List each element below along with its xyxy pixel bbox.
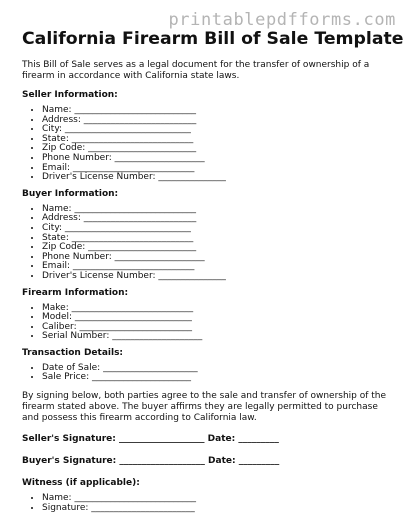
firearm-field-list (22, 304, 392, 342)
intro-paragraph: This Bill of Sale serves as a legal document for the transfer of ownership of a firearm in accordance with California state laws. (22, 60, 370, 81)
seller-email-field: • Email: ___________________________ (42, 164, 392, 174)
buyer-name-field: • Name: ___________________________ (42, 205, 392, 215)
firearm-caliber-field: • Caliber: _________________________ (42, 323, 392, 333)
transaction-field-list (22, 364, 392, 383)
buyer-field-list (22, 205, 392, 282)
agreement-paragraph: By signing below, both parties agree to the sale and transfer of ownership of the firearm stated above. The buyer affirms they are legally permitted to purchase and possess this firearm according to California law. (22, 391, 387, 423)
transaction-section (22, 348, 392, 383)
document-page (22, 29, 404, 514)
buyer-signature-line: Buyer's Signature: ___________________ Date: _________ (22, 456, 280, 467)
transaction-heading: Transaction Details: (22, 347, 124, 358)
sale-date-field: • Date of Sale: _____________________ (42, 364, 392, 374)
seller-heading: Seller Information: (22, 90, 118, 100)
witness-name-field: • Name: ___________________________ (42, 494, 392, 504)
watermark: printablepdfforms.com (168, 10, 396, 30)
firearm-make-field: • Make: ___________________________ (42, 304, 392, 314)
seller-signature-line: Seller's Signature: ___________________ Date: _________ (22, 434, 279, 445)
witness-section (22, 478, 392, 513)
seller-field-list (22, 106, 392, 183)
buyer-address-field: • Address: _________________________ (42, 214, 392, 224)
buyer-email-field: • Email: ___________________________ (42, 262, 392, 272)
seller-phone-field: • Phone Number: ____________________ (42, 154, 392, 164)
firearm-section (22, 288, 392, 342)
seller-name-field: • Name: ___________________________ (42, 106, 392, 116)
document-title: California Firearm Bill of Sale Template (22, 29, 404, 49)
firearm-serial-field: • Serial Number: ____________________ (42, 332, 392, 342)
seller-license-field: • Driver's License Number: _______________ (42, 173, 392, 183)
firearm-heading: Firearm Information: (22, 287, 129, 298)
witness-signature-field: • Signature: _______________________ (42, 504, 392, 514)
buyer-section (22, 189, 392, 282)
buyer-state-field: • State: ___________________________ (42, 234, 392, 244)
witness-heading: Witness (if applicable): (22, 478, 140, 489)
witness-field-list (22, 494, 392, 513)
buyer-heading: Buyer Information: (22, 188, 119, 199)
seller-city-field: • City: ____________________________ (42, 125, 392, 135)
buyer-phone-field: • Phone Number: ____________________ (42, 253, 392, 263)
seller-section (22, 90, 392, 183)
buyer-zip-field: • Zip Code: ________________________ (42, 243, 392, 253)
sale-price-field: • Sale Price: ______________________ (42, 373, 392, 383)
seller-state-field: • State: ___________________________ (42, 135, 392, 145)
buyer-city-field: • City: ____________________________ (42, 224, 392, 234)
firearm-model-field: • Model: __________________________ (42, 313, 392, 323)
buyer-license-field: • Driver's License Number: _______________ (42, 272, 392, 282)
seller-address-field: • Address: _________________________ (42, 116, 392, 126)
seller-zip-field: • Zip Code: ________________________ (42, 144, 392, 154)
